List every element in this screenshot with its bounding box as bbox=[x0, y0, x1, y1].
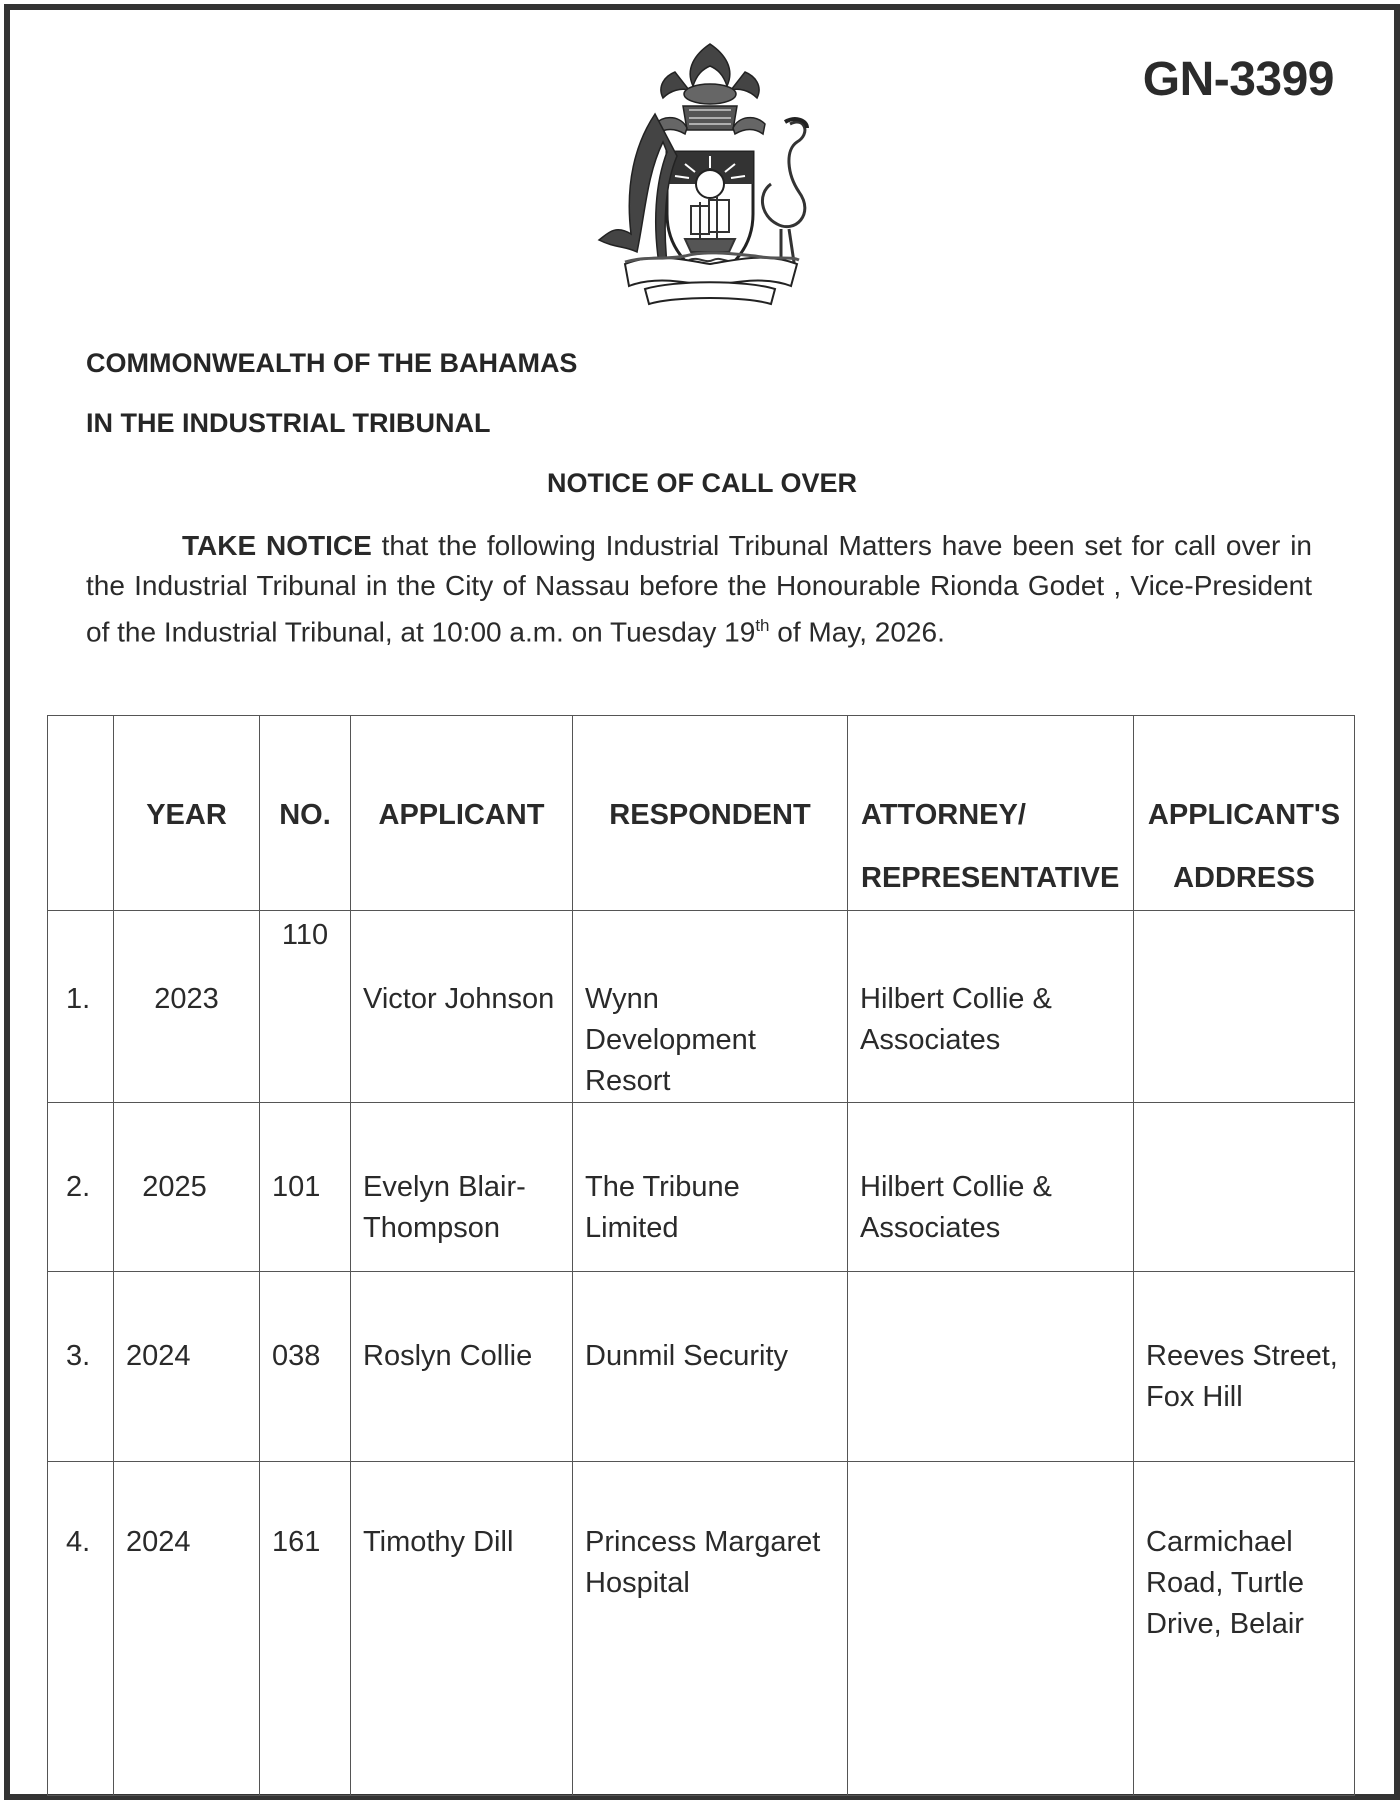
notice-superscript: th bbox=[755, 616, 770, 635]
row-address bbox=[1134, 1103, 1355, 1272]
row-address-text: Carmichael Road, Turtle Drive, Belair bbox=[1146, 1526, 1304, 1640]
header-respondent: RESPONDENT bbox=[573, 716, 848, 911]
header-attorney bbox=[848, 716, 1134, 911]
table-header-row bbox=[48, 716, 1355, 911]
row-attorney-text bbox=[848, 1272, 1133, 1336]
row-no bbox=[260, 911, 351, 1103]
row-respondent bbox=[573, 911, 848, 1103]
row-no-text: 161 bbox=[272, 1526, 321, 1558]
header-index bbox=[48, 716, 114, 911]
row-year bbox=[114, 911, 260, 1103]
row-respondent-text: Wynn Development Resort bbox=[585, 983, 756, 1097]
table-row bbox=[48, 1272, 1355, 1462]
row-index bbox=[48, 1103, 114, 1272]
row-respondent bbox=[573, 1462, 848, 1796]
row-applicant bbox=[351, 1272, 573, 1462]
row-applicant bbox=[351, 1462, 573, 1796]
row-applicant-text: Victor Johnson bbox=[363, 983, 555, 1015]
header-year: YEAR bbox=[114, 716, 260, 911]
row-attorney bbox=[848, 1103, 1134, 1272]
row-index bbox=[48, 1272, 114, 1462]
row-no-text: 038 bbox=[272, 1340, 321, 1372]
row-respondent-text: Princess Margaret Hospital bbox=[585, 1526, 821, 1599]
row-no bbox=[260, 1103, 351, 1272]
row-address bbox=[1134, 1462, 1355, 1796]
row-address-text bbox=[1134, 1103, 1354, 1167]
tribunal-heading: IN THE INDUSTRIAL TRIBUNAL bbox=[86, 408, 491, 438]
row-applicant-text: Roslyn Collie bbox=[363, 1340, 533, 1372]
row-applicant-text: Evelyn Blair-Thompson bbox=[363, 1171, 526, 1244]
row-index-text: 1. bbox=[66, 983, 91, 1015]
commonwealth-heading: COMMONWEALTH OF THE BAHAMAS bbox=[86, 348, 578, 378]
row-no bbox=[260, 1462, 351, 1796]
header-applicant: APPLICANT bbox=[351, 716, 573, 911]
row-attorney-text: Hilbert Collie & Associates bbox=[860, 983, 1052, 1056]
header-attorney-line-2: REPRESENTATIVE bbox=[861, 862, 1120, 894]
table-row bbox=[48, 1103, 1355, 1272]
row-no-text: 101 bbox=[272, 1171, 321, 1203]
row-year bbox=[114, 1103, 260, 1272]
row-attorney bbox=[848, 911, 1134, 1103]
row-respondent bbox=[573, 1272, 848, 1462]
row-year-text: 2023 bbox=[154, 983, 219, 1015]
row-index-text: 2. bbox=[66, 1171, 91, 1203]
row-respondent-text: Dunmil Security bbox=[585, 1340, 789, 1372]
table-row bbox=[48, 1462, 1355, 1796]
header-address bbox=[1134, 716, 1355, 911]
notice-paragraph bbox=[86, 526, 1312, 652]
bahamas-coat-of-arms-icon bbox=[585, 24, 835, 314]
row-applicant-text: Timothy Dill bbox=[363, 1526, 514, 1558]
gazette-page bbox=[4, 4, 1400, 1800]
notice-title: NOTICE OF CALL OVER bbox=[546, 468, 857, 498]
row-attorney-text bbox=[848, 1462, 1133, 1522]
row-respondent bbox=[573, 1103, 848, 1272]
row-attorney bbox=[848, 1272, 1134, 1462]
row-index bbox=[48, 1462, 114, 1796]
row-year bbox=[114, 1272, 260, 1462]
row-address bbox=[1134, 911, 1355, 1103]
row-applicant bbox=[351, 911, 573, 1103]
header-address-line-1: APPLICANT'S bbox=[1147, 799, 1341, 831]
row-index bbox=[48, 911, 114, 1103]
row-no bbox=[260, 1272, 351, 1462]
header-no: NO. bbox=[260, 716, 351, 911]
notice-body-1: that the following Industrial Tribunal Matters have been set for call over in the Industrial Tribunal in the City of Nassau before the Honourable Rionda Godet , Vice-President of the Industrial Tribunal, at 10:00 a.m. on Tuesday 19 bbox=[86, 530, 1312, 648]
row-attorney bbox=[848, 1462, 1134, 1796]
row-no-text: 110 bbox=[281, 919, 329, 951]
header-address-line-2: ADDRESS bbox=[1173, 862, 1315, 894]
row-index-text: 4. bbox=[66, 1526, 91, 1558]
header-attorney-line-1: ATTORNEY/ bbox=[861, 799, 1026, 831]
notice-body-2: of May, 2026. bbox=[769, 616, 945, 648]
row-address bbox=[1134, 1272, 1355, 1462]
row-year-text: 2024 bbox=[126, 1340, 191, 1372]
row-attorney-text: Hilbert Collie & Associates bbox=[860, 1171, 1052, 1244]
call-over-table bbox=[47, 715, 1355, 1796]
row-address-text: Reeves Street, Fox Hill bbox=[1146, 1340, 1338, 1413]
row-year-text: 2025 bbox=[142, 1171, 207, 1203]
row-respondent-text: The Tribune Limited bbox=[585, 1171, 740, 1244]
table-row bbox=[48, 911, 1355, 1103]
row-year-text: 2024 bbox=[126, 1526, 191, 1558]
row-year bbox=[114, 1462, 260, 1796]
notice-lead: TAKE NOTICE bbox=[182, 530, 372, 561]
row-index-text: 3. bbox=[66, 1340, 91, 1372]
gazette-number: GN-3399 bbox=[1142, 53, 1334, 106]
row-address-text bbox=[1134, 911, 1354, 979]
row-applicant bbox=[351, 1103, 573, 1272]
